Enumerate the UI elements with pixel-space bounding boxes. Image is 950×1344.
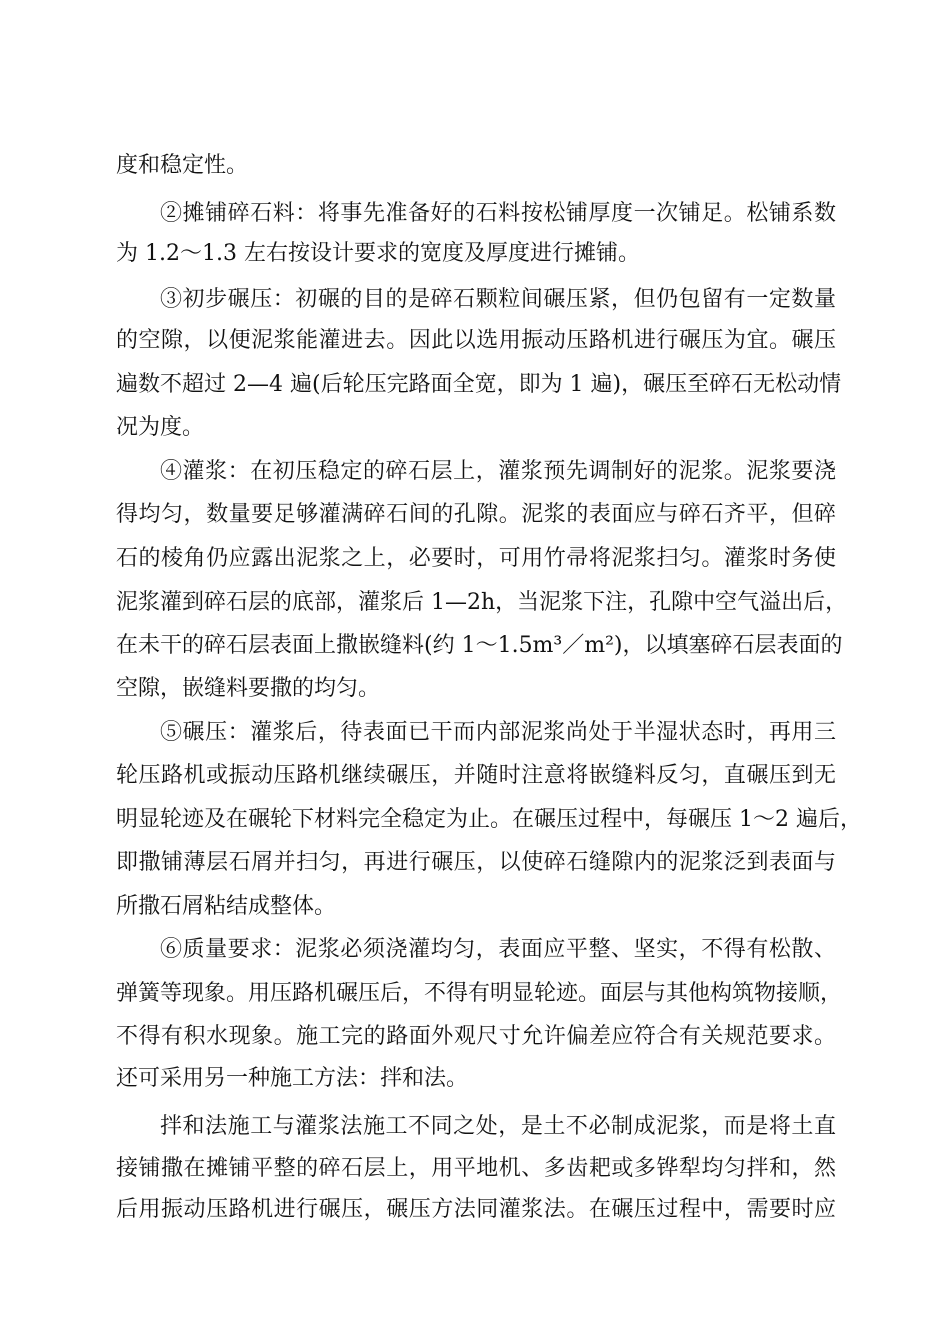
text-line: 泥浆灌到碎石层的底部，灌浆后 1—2h，当泥浆下注，孔隙中空气溢出后， <box>116 590 848 615</box>
text-line: ③初步碾压：初碾的目的是碎石颗粒间碾压紧，但仍包留有一定数量 <box>160 287 836 312</box>
text-line: 拌和法施工与灌浆法施工不同之处，是土不必制成泥浆，而是将土直 <box>160 1114 836 1139</box>
text-line: 明显轮迹及在碾轮下材料完全稳定为止。在碾压过程中，每碾压 1～2 遍后， <box>116 807 862 832</box>
text-line: 遍数不超过 2—4 遍(后轮压完路面全宽，即为 1 遍)，碾压至碎石无松动情 <box>116 372 842 397</box>
text-line: 后用振动压路机进行碾压，碾压方法同灌浆法。在碾压过程中，需要时应 <box>116 1197 836 1222</box>
text-line: 不得有积水现象。施工完的路面外观尺寸允许偏差应符合有关规范要求。 <box>116 1024 836 1049</box>
text-line: 度和稳定性。 <box>116 153 249 178</box>
text-line: 所撒石屑粘结成整体。 <box>116 894 337 919</box>
text-line: 在未干的碎石层表面上撒嵌缝料(约 1～1.5m³／m²)，以填塞碎石层表面的 <box>116 633 843 658</box>
text-line: 弹簧等现象。用压路机碾压后，不得有明显轮迹。面层与其他构筑物接顺， <box>116 981 843 1006</box>
text-line: ④灌浆：在初压稳定的碎石层上，灌浆预先调制好的泥浆。泥浆要浇 <box>160 459 836 484</box>
text-line: 的空隙，以便泥浆能灌进去。因此以选用振动压路机进行碾压为宜。碾压 <box>116 328 836 353</box>
text-line: 为 1.2～1.3 左右按设计要求的宽度及厚度进行摊铺。 <box>116 241 640 266</box>
text-line: 轮压路机或振动压路机继续碾压，并随时注意将嵌缝料反匀，直碾压到无 <box>116 763 836 788</box>
text-line: ⑤碾压：灌浆后，待表面已干而内部泥浆尚处于半湿状态时，再用三 <box>160 720 836 745</box>
text-line: 空隙，嵌缝料要撒的均匀。 <box>116 676 381 701</box>
text-line: 即撒铺薄层石屑并扫匀，再进行碾压，以使碎石缝隙内的泥浆泛到表面与 <box>116 850 836 875</box>
text-line: ②摊铺碎石料：将事先准备好的石料按松铺厚度一次铺足。松铺系数 <box>160 201 836 226</box>
text-line: 石的棱角仍应露出泥浆之上，必要时，可用竹帚将泥浆扫匀。灌浆时务使 <box>116 546 836 571</box>
text-line: 还可采用另一种施工方法：拌和法。 <box>116 1066 469 1091</box>
text-line: 得均匀，数量要足够灌满碎石间的孔隙。泥浆的表面应与碎石齐平，但碎 <box>116 502 836 527</box>
text-line: ⑥质量要求：泥浆必须浇灌均匀，表面应平整、坚实，不得有松散、 <box>160 937 836 962</box>
text-line: 况为度。 <box>116 415 205 440</box>
text-line: 接铺撒在摊铺平整的碎石层上，用平地机、多齿耙或多铧犁均匀拌和，然 <box>116 1156 836 1181</box>
